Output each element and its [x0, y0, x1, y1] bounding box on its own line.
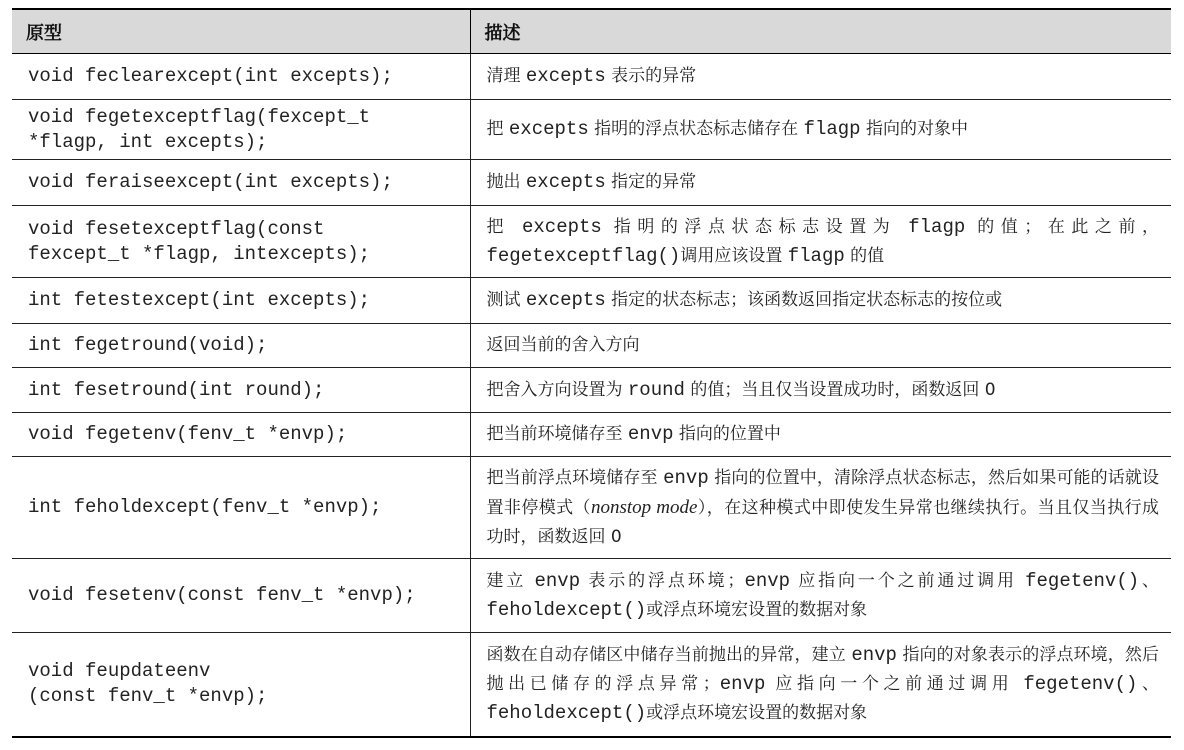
description-text: 应指向一个之前通过调用: [765, 673, 1024, 694]
description-text: 指明的浮点状态标志设置为: [601, 216, 909, 237]
table-row: [12, 633, 1171, 737]
description-text: 指向的位置中，清除浮点状态标志，然后如果可能的话就设置非停模式（: [486, 467, 1160, 518]
prototype-cell: int feholdexcept(fenv_t *envp);: [12, 457, 470, 559]
table-row: [12, 324, 1171, 368]
table-header-row: [12, 9, 1171, 54]
code-token: feholdexcept(): [486, 701, 647, 724]
table-row: [12, 457, 1171, 559]
code-token: excepts: [522, 215, 602, 238]
description-cell: [470, 559, 1171, 633]
description-text: ），在这种模式中即使发生异常也继续执行。当且仅当执行成功时，函数返回 0: [486, 497, 1160, 547]
code-token: envp: [627, 423, 674, 445]
table-row: [12, 100, 1171, 160]
description-text: 应指向一个之前通过调用: [790, 570, 1026, 591]
description-text: 返回当前的舍入方向: [486, 335, 640, 355]
header-prototype: 原型: [12, 9, 470, 54]
prototype-cell: void fegetenv(fenv_t *envp);: [12, 413, 470, 457]
description-text: 的值: [844, 245, 885, 266]
code-token: excepts: [508, 118, 589, 140]
description-text: 函数在自动存储区中储存当前抛出的异常，建立: [486, 644, 852, 665]
description-text: 指定的异常: [605, 172, 697, 192]
prototype-cell: void feraiseexcept(int excepts);: [12, 160, 470, 206]
description-cell: [470, 278, 1171, 324]
table-row: [12, 368, 1171, 413]
fenv-function-table: [12, 8, 1171, 738]
description-text: 表示的异常: [605, 66, 697, 86]
code-token: envp: [851, 643, 897, 666]
code-token: excepts: [525, 289, 606, 311]
description-text: 指明的浮点状态标志储存在: [588, 119, 804, 139]
description-cell: [470, 206, 1171, 278]
description-text: 把: [486, 216, 522, 237]
table-row: [12, 278, 1171, 324]
header-description: 描述: [470, 9, 1171, 54]
description-text: 把当前环境储存至: [486, 424, 628, 444]
description-cell: [470, 54, 1171, 100]
code-token: excepts: [525, 65, 606, 87]
description-cell: [470, 413, 1171, 457]
code-token: fegetenv(): [1023, 672, 1138, 695]
description-text: 调用应该设置: [680, 245, 788, 266]
description-text: 测试: [486, 290, 526, 310]
code-token: envp: [719, 672, 766, 695]
description-text: 指向的对象中: [860, 119, 968, 139]
description-text: 指定的状态标志；该函数返回指定状态标志的按位或: [605, 290, 1003, 310]
prototype-cell: int fetestexcept(int excepts);: [12, 278, 470, 324]
description-text: 指向的对象表示的浮点环境，然后抛出已储存的浮点异常；: [486, 644, 1159, 694]
table-row: [12, 559, 1171, 633]
description-text: 把当前浮点环境储存至: [486, 467, 664, 488]
table-body: [12, 54, 1171, 737]
description-cell: [470, 100, 1171, 160]
code-token: feholdexcept(): [486, 598, 647, 621]
code-token: flagp: [803, 118, 861, 140]
prototype-cell: void fesetexceptflag(const fexcept_t *flagp, intexcepts);: [12, 206, 470, 278]
table-row: [12, 54, 1171, 100]
description-cell: [470, 633, 1171, 737]
code-token: fegetenv(): [1025, 569, 1140, 592]
description-text: 指向的位置中: [673, 424, 781, 444]
description-text: 、: [1137, 673, 1160, 694]
prototype-cell: int fesetround(int round);: [12, 368, 470, 413]
description-text: 的值；当且仅当设置成功时，函数返回 0: [684, 379, 996, 400]
prototype-cell: void feupdateenv (const fenv_t *envp);: [12, 633, 470, 737]
table-row: [12, 160, 1171, 206]
code-token: excepts: [525, 171, 606, 193]
code-token: flagp: [787, 244, 845, 267]
description-text: 清理: [486, 66, 526, 86]
fenv-function-table-container: [12, 8, 1171, 738]
code-token: envp: [534, 569, 581, 592]
description-cell: [470, 368, 1171, 413]
description-text: 或浮点环境宏设置的数据对象: [646, 702, 868, 723]
prototype-cell: void feclearexcept(int excepts);: [12, 54, 470, 100]
code-token: round: [627, 378, 685, 401]
description-text: 或浮点环境宏设置的数据对象: [646, 599, 868, 620]
prototype-cell: void fesetenv(const fenv_t *envp);: [12, 559, 470, 633]
description-text: 抛出: [486, 172, 526, 192]
code-token: flagp: [908, 215, 966, 238]
description-text: 把舍入方向设置为: [486, 379, 628, 400]
description-text: 的值；在此之前，: [965, 216, 1160, 237]
description-cell: [470, 160, 1171, 206]
table-row: [12, 413, 1171, 457]
description-cell: [470, 457, 1171, 559]
code-token: envp: [663, 466, 709, 489]
code-token: fegetexceptflag(): [486, 244, 681, 267]
emphasis-text: nonstop mode: [590, 496, 698, 518]
code-token: envp: [744, 569, 791, 592]
description-cell: [470, 324, 1171, 368]
prototype-cell: void fegetexceptflag(fexcept_t *flagp, int excepts);: [12, 100, 470, 160]
table-row: [12, 206, 1171, 278]
prototype-cell: int fegetround(void);: [12, 324, 470, 368]
description-text: 、: [1139, 570, 1160, 591]
description-text: 建立: [486, 570, 535, 591]
description-text: 把: [486, 119, 509, 139]
description-text: 表示的浮点环境；: [580, 570, 745, 591]
